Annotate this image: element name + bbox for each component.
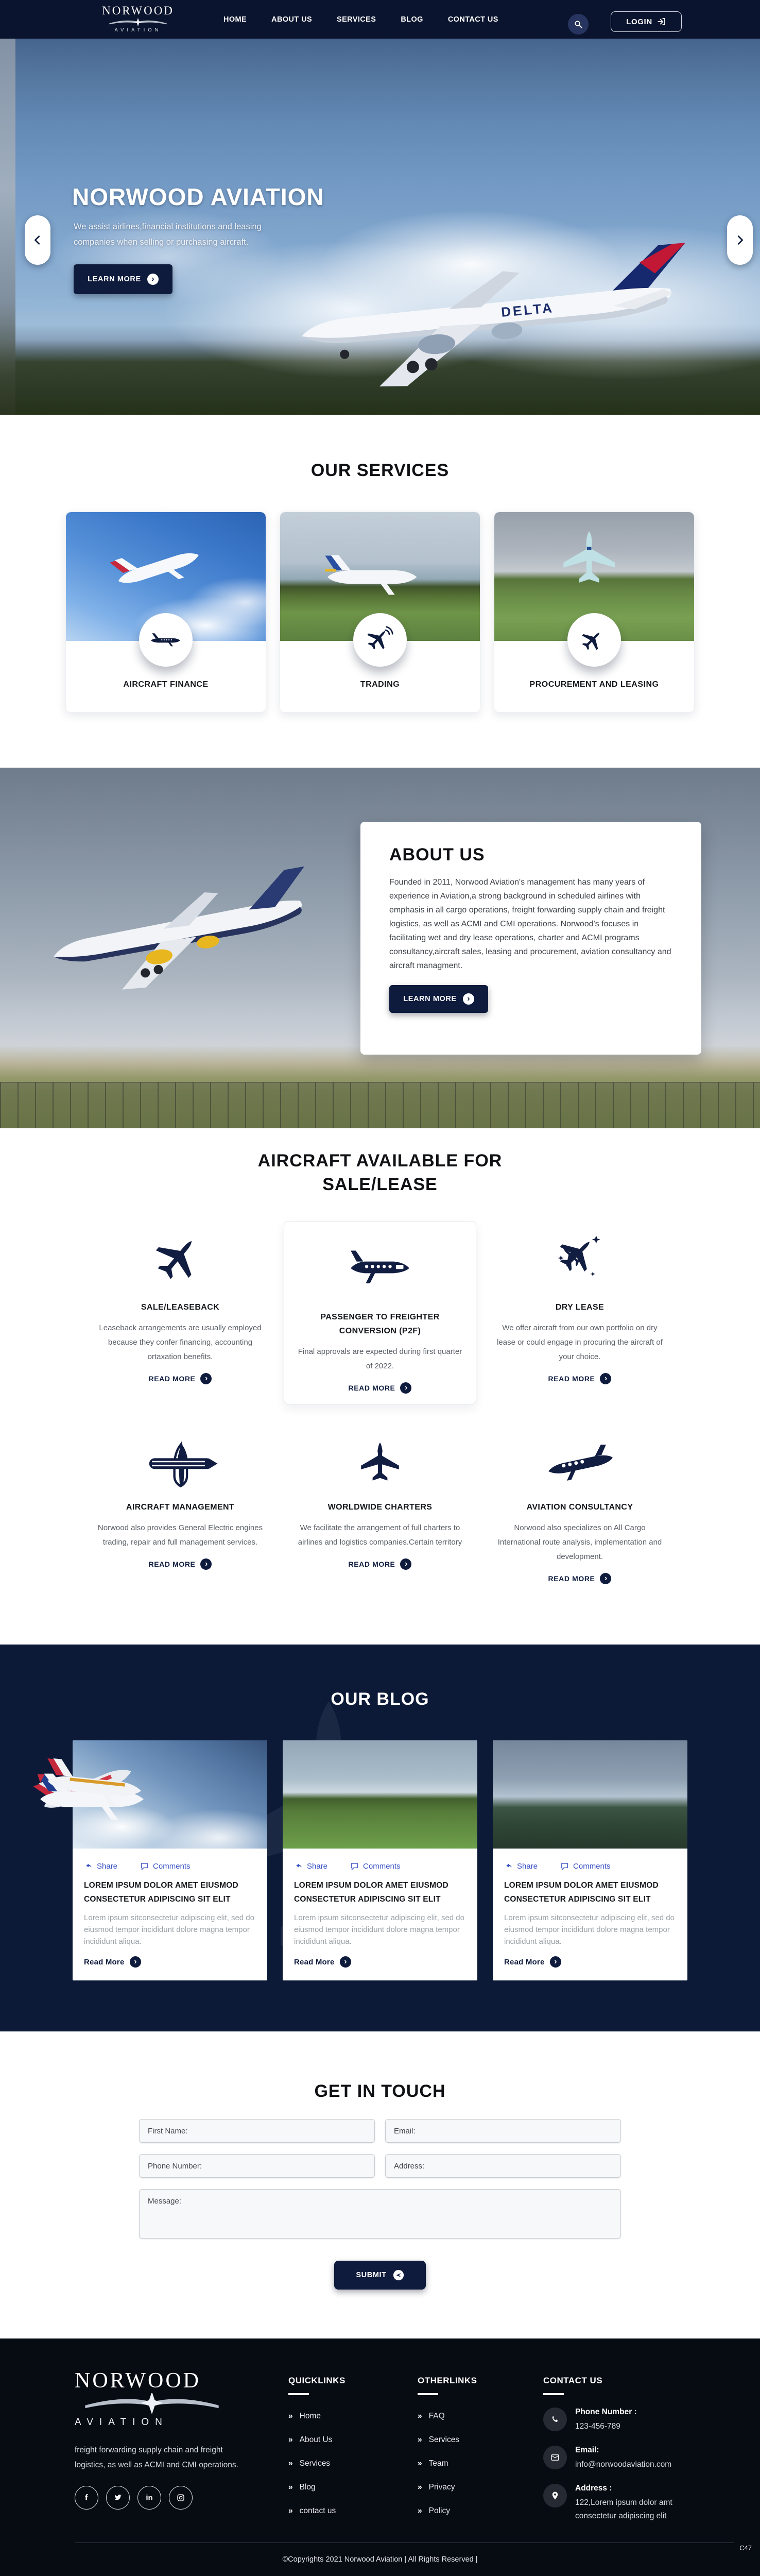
footer-quicklinks-column: [288, 2376, 346, 2530]
blog-title: LOREM IPSUM DOLOR AMET EIUSMOD CONSECTETUR ADIPISCING SIT ELIT: [84, 1881, 238, 1904]
address-label: Address :: [575, 2484, 612, 2493]
blog-excerpt: Lorem ipsum sitconsectetur adipiscing elit, sed do eiusmod tempor incididunt dolore magna tempor incididunt aliqua.: [84, 1913, 254, 1946]
contact-us-heading: CONTACT US: [543, 2376, 603, 2385]
email-icon: [550, 2453, 560, 2462]
tile-title: SALE/LEASEBACK: [141, 1303, 220, 1312]
hero-subtitle: [74, 219, 262, 250]
carousel-prev-button[interactable]: [25, 215, 50, 265]
share-link[interactable]: Share: [294, 1862, 327, 1871]
plane-engine-icon: [142, 1438, 219, 1488]
header: [0, 0, 760, 39]
plane-signal-icon: [366, 626, 394, 654]
chevron-right-circle-icon: [200, 1558, 212, 1570]
address-field[interactable]: [385, 2154, 621, 2178]
plane-windows-icon: [150, 631, 182, 649]
double-chevron-icon: »: [288, 2506, 293, 2515]
blog-read-more-link[interactable]: Read More ›: [84, 1956, 256, 1968]
footer-brand-column: [75, 2368, 239, 2510]
heading-underline: [543, 2393, 564, 2395]
email-value[interactable]: info@norwoodaviation.com: [575, 2460, 672, 2469]
tile-title: AVIATION CONSULTANCY: [526, 1503, 633, 1512]
comments-link[interactable]: Comments: [350, 1862, 401, 1871]
chevron-right-icon: [734, 234, 746, 246]
phone-icon: [550, 2415, 560, 2424]
otherlinks-heading: OTHERLINKS: [418, 2376, 477, 2385]
message-field[interactable]: [139, 2189, 621, 2239]
double-chevron-icon: »: [418, 2412, 422, 2420]
read-more-link[interactable]: READ MORE ›: [349, 1558, 412, 1570]
nav-contact-us[interactable]: CONTACT US: [447, 15, 498, 24]
social-links: [75, 2486, 239, 2510]
blog-read-more-link[interactable]: Read More ›: [294, 1956, 466, 1968]
chevron-right-circle-icon: [550, 1956, 561, 1968]
share-link[interactable]: Share: [84, 1862, 117, 1871]
quicklinks-heading: QUICKLINKS: [288, 2376, 346, 2385]
footer: [0, 2338, 760, 2576]
about-section: [0, 768, 760, 1128]
submit-label: SUBMIT: [356, 2271, 387, 2279]
footer-link-faq[interactable]: » FAQ: [418, 2412, 445, 2420]
sign-in-icon: [657, 17, 666, 26]
double-chevron-icon: »: [288, 2459, 293, 2468]
address-value: 122,Lorem ipsum dolor amt consectetur adipiscing elit: [575, 2498, 672, 2520]
blog-heading: OUR BLOG: [331, 1689, 429, 1709]
footer-link-services[interactable]: » Services: [288, 2459, 331, 2468]
service-title: AIRCRAFT FINANCE: [123, 680, 209, 689]
phone-label: Phone Number :: [575, 2408, 637, 2416]
twitter-icon[interactable]: [106, 2486, 130, 2510]
plane-icon: [581, 626, 608, 653]
service-card-aircraft-finance[interactable]: [65, 512, 266, 713]
share-icon: [84, 1862, 93, 1871]
footer-email-row: [543, 2446, 744, 2471]
double-chevron-icon: »: [418, 2459, 422, 2468]
main-nav: [223, 0, 498, 39]
logo-wordmark: NORWOOD: [102, 4, 174, 17]
footer-link-about-us[interactable]: » About Us: [288, 2435, 333, 2444]
tile-worldwide-charters: [284, 1436, 476, 1584]
footer-logo-subtitle: AVIATION: [75, 2417, 168, 2428]
share-icon: [504, 1862, 513, 1871]
tile-title: PASSENGER TO FREIGHTER CONVERSION (P2F): [320, 1313, 440, 1335]
tile-sale-leaseback: [84, 1225, 277, 1404]
tile-body: We facilitate the arrangement of full charters to airlines and logistics companies.Certain territory: [298, 1523, 462, 1547]
chevron-right-circle-icon: [600, 1573, 611, 1584]
services-heading: OUR SERVICES: [310, 461, 450, 480]
sale-lease-heading-line1: AIRCRAFT AVAILABLE FOR: [257, 1151, 503, 1171]
about-card: [360, 822, 701, 1055]
login-button[interactable]: [611, 11, 682, 32]
linkedin-icon[interactable]: in: [137, 2486, 161, 2510]
footer-link-team[interactable]: » Team: [418, 2459, 448, 2468]
tile-body: Norwood also provides General Electric engines trading, repair and full management services.: [97, 1523, 263, 1547]
chevron-left-icon: [32, 234, 43, 246]
service-icon-circle: [353, 613, 407, 667]
read-more-link[interactable]: READ MORE ›: [548, 1573, 612, 1584]
instagram-icon[interactable]: [169, 2486, 193, 2510]
sale-lease-section: [0, 1128, 760, 1645]
tile-body: Norwood also specializes on All Cargo International route analysis, implementation and development.: [497, 1523, 662, 1561]
search-icon: [574, 20, 583, 29]
about-learn-more-label: LEARN MORE: [403, 995, 457, 1003]
phone-value[interactable]: 123-456-789: [575, 2422, 620, 2431]
service-card-procurement-leasing[interactable]: [494, 512, 695, 713]
chevron-right-circle-icon: [400, 1558, 411, 1570]
footer-link-privacy[interactable]: » Privacy: [418, 2483, 455, 2492]
blog-excerpt: Lorem ipsum sitconsectetur adipiscing elit, sed do eiusmod tempor incididunt dolore magna tempor incididunt aliqua.: [504, 1913, 675, 1946]
svg-text:DELTA: DELTA: [500, 300, 555, 320]
tile-dry-lease: [483, 1225, 676, 1404]
footer-phone-row: [543, 2408, 744, 2433]
double-chevron-icon: »: [288, 2412, 293, 2420]
share-link[interactable]: Share: [504, 1862, 538, 1871]
blog-section: [0, 1645, 760, 2031]
hero-carousel: [0, 39, 760, 415]
comments-link[interactable]: Comments: [560, 1862, 611, 1871]
footer-logo[interactable]: [75, 2368, 239, 2428]
hero-title: NORWOOD AVIATION: [72, 183, 324, 210]
chevron-right-circle-icon: [400, 1382, 411, 1394]
double-chevron-icon: »: [288, 2483, 293, 2492]
service-title: PROCUREMENT AND LEASING: [529, 680, 659, 689]
blog-cards: [0, 1740, 760, 1980]
tile-body: Final approvals are expected during first quarter of 2022.: [298, 1347, 462, 1370]
brand-logo[interactable]: [98, 4, 178, 33]
submit-button[interactable]: [334, 2261, 426, 2290]
tile-title: AIRCRAFT MANAGEMENT: [126, 1503, 235, 1512]
footer-contact-column: [543, 2376, 744, 2523]
comments-icon: [560, 1862, 569, 1871]
tile-p2f-conversion: [284, 1221, 476, 1404]
double-chevron-icon: »: [418, 2483, 422, 2492]
nav-services[interactable]: SERVICES: [337, 15, 376, 24]
footer-link-policy[interactable]: » Policy: [418, 2506, 450, 2515]
about-heading: ABOUT US: [389, 845, 485, 865]
plane-side-icon: [544, 1445, 616, 1482]
tile-title: WORLDWIDE CHARTERS: [327, 1503, 433, 1512]
double-chevron-icon: »: [288, 2435, 293, 2444]
footer-address-row: [543, 2484, 744, 2523]
about-plane-image: [28, 850, 352, 1015]
hero-subtitle-line1: We assist airlines,financial institutions and leasing: [74, 222, 262, 231]
services-cards: [0, 512, 760, 713]
tile-title: DRY LEASE: [555, 1303, 604, 1312]
service-card-trading[interactable]: [280, 512, 480, 713]
service-icon-circle: [139, 613, 193, 667]
hero-learn-more-label: LEARN MORE: [88, 275, 141, 283]
chevron-right-circle-icon: [340, 1956, 351, 1968]
service-title: TRADING: [360, 680, 400, 689]
logo-wings-icon: [102, 18, 174, 27]
heading-underline: [418, 2393, 438, 2395]
footer-link-services2[interactable]: » Services: [418, 2435, 460, 2444]
footer-logo-wings-icon: [75, 2393, 229, 2415]
sale-lease-heading: [0, 1128, 760, 1196]
chevron-right-circle-icon: [600, 1373, 611, 1384]
heading-underline: [288, 2393, 309, 2395]
services-section: [0, 415, 760, 768]
contact-heading: GET IN TOUCH: [314, 2081, 446, 2101]
blog-card[interactable]: [493, 1740, 687, 1980]
about-learn-more-button[interactable]: [389, 985, 488, 1013]
service-icon-circle: [567, 613, 621, 667]
comments-icon: [350, 1862, 359, 1871]
contact-form: [139, 2119, 621, 2241]
logo-subtitle: AVIATION: [114, 27, 162, 33]
login-label: LOGIN: [626, 17, 652, 26]
first-name-field[interactable]: [139, 2119, 375, 2143]
double-chevron-icon: »: [418, 2506, 422, 2515]
about-background-fence: [0, 1082, 760, 1128]
tile-body: Leaseback arrangements are usually employed because they confer financing, accounting ortaxation benefits.: [99, 1324, 262, 1361]
chevron-right-circle-icon: [200, 1373, 212, 1384]
comments-link[interactable]: Comments: [140, 1862, 191, 1871]
nav-about-us[interactable]: ABOUT US: [271, 15, 313, 24]
blog-excerpt: Lorem ipsum sitconsectetur adipiscing elit, sed do eiusmod tempor incididunt dolore magna tempor incididunt aliqua.: [294, 1913, 464, 1946]
tile-aviation-consultancy: [483, 1436, 676, 1584]
plane-rotated-icon: [152, 1230, 208, 1285]
footer-logo-wordmark: NORWOOD: [75, 2369, 201, 2393]
blog-image: [283, 1740, 477, 1849]
crossed-planes-icon: [552, 1230, 607, 1285]
freighter-plane-icon: [347, 1246, 413, 1289]
footer-link-contact-us[interactable]: » contact us: [288, 2506, 336, 2515]
corner-code: C47: [739, 2544, 752, 2552]
email-label: Email:: [575, 2446, 599, 2454]
about-body: Founded in 2011, Norwood Aviation's management has many years of experience in Aviation,a strong background in scheduled airlines with emphasis in all cargo operations, freight forwarding supply chain and freight logistics, as well as ACMI and CMI operations. Norwood's focuses in facilitating wet and dry lease operations, charter and ACMI programs consultancy,aircraft sales, leasing and procurement, aviation consultancy and aircraft managment.: [389, 878, 671, 970]
read-more-link[interactable]: READ MORE ›: [149, 1373, 212, 1384]
email-field[interactable]: [385, 2119, 621, 2143]
footer-link-blog[interactable]: » Blog: [288, 2483, 316, 2492]
send-icon: [393, 2269, 404, 2281]
comments-icon: [140, 1862, 149, 1871]
hero-subtitle-line2: companies when selling or purchasing aircraft.: [74, 238, 249, 247]
chevron-right-circle-icon: [147, 274, 159, 285]
share-icon: [294, 1862, 303, 1871]
sale-lease-heading-line2: SALE/LEASE: [322, 1175, 438, 1194]
chevron-right-circle-icon: [130, 1956, 141, 1968]
footer-tagline: freight forwarding supply chain and freight logistics, as well as ACMI and CMI operations.: [75, 2446, 238, 2469]
blog-image: [493, 1740, 687, 1849]
blog-title: LOREM IPSUM DOLOR AMET EIUSMOD CONSECTETUR ADIPISCING SIT ELIT: [294, 1881, 448, 1904]
phone-field[interactable]: [139, 2154, 375, 2178]
read-more-link[interactable]: READ MORE ›: [149, 1558, 212, 1570]
carousel-next-button[interactable]: [727, 215, 753, 265]
nav-blog[interactable]: BLOG: [401, 15, 423, 24]
footer-link-home[interactable]: » Home: [288, 2412, 321, 2420]
hero-learn-more-button[interactable]: [74, 264, 172, 294]
blog-card[interactable]: [283, 1740, 477, 1980]
jet-top-icon: [355, 1438, 405, 1488]
facebook-icon[interactable]: f: [75, 2486, 98, 2510]
tile-aircraft-management: [84, 1436, 277, 1584]
nav-home[interactable]: HOME: [223, 15, 247, 24]
double-chevron-icon: »: [418, 2435, 422, 2444]
read-more-link[interactable]: READ MORE ›: [548, 1373, 612, 1384]
contact-section: [0, 2031, 760, 2338]
copyright-text: ©Copyrights 2021 Norwood Aviation | All Rights Reserved |: [282, 2555, 478, 2564]
search-button[interactable]: [568, 14, 589, 35]
chevron-right-circle-icon: [463, 993, 474, 1005]
hero-plane-image: [274, 223, 740, 415]
location-pin-icon: [550, 2491, 560, 2500]
blog-read-more-link[interactable]: Read More ›: [504, 1956, 676, 1968]
blog-title: LOREM IPSUM DOLOR AMET EIUSMOD CONSECTETUR ADIPISCING SIT ELIT: [504, 1881, 659, 1904]
sale-lease-grid: [84, 1225, 676, 1584]
footer-otherlinks-column: [418, 2376, 477, 2530]
read-more-link[interactable]: READ MORE ›: [349, 1382, 412, 1394]
tile-body: We offer aircraft from our own portfolio on dry lease or could engage in procuring the aircraft of your choice.: [497, 1324, 663, 1361]
